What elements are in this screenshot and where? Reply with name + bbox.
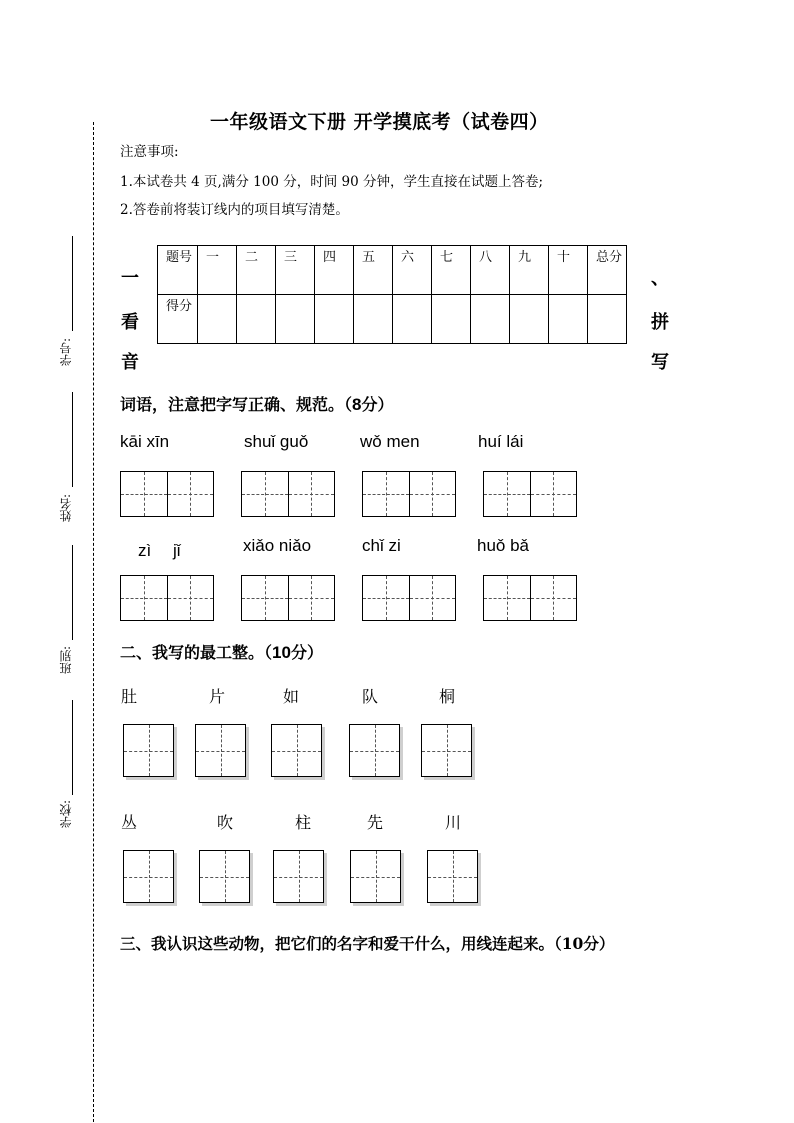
writing-box[interactable] (195, 724, 246, 777)
section1-points: 8 (352, 395, 362, 414)
header-cell: 九 (510, 246, 549, 295)
score-label-cell: 得分 (158, 295, 198, 344)
score-cell[interactable] (471, 295, 510, 344)
header-cell: 二 (237, 246, 276, 295)
pinyin-item: chǐ zi (362, 536, 401, 555)
score-cell[interactable] (510, 295, 549, 344)
writing-box[interactable] (350, 850, 401, 903)
header-cell: 八 (471, 246, 510, 295)
student-id-label: 学号: (59, 338, 73, 367)
header-cell: 一 (198, 246, 237, 295)
writing-box-pair[interactable] (120, 575, 214, 621)
section1-title (120, 392, 394, 415)
score-cell[interactable] (432, 295, 471, 344)
writing-box[interactable] (199, 850, 250, 903)
score-cell[interactable] (198, 295, 237, 344)
page-title: 一年级语文下册 开学摸底考（试卷四） (210, 111, 549, 133)
practice-char: 吹 (217, 813, 234, 832)
section1-points-suffix: 分） (361, 395, 394, 414)
practice-char: 先 (367, 813, 384, 832)
header-cell: 四 (315, 246, 354, 295)
school-label: 学校: (59, 800, 73, 829)
class-label: 班别: (59, 646, 73, 675)
section3-title: 三、我认识这些动物，把它们的名字和爱干什么，用线连起来。（10分） (120, 934, 615, 953)
writing-box-pair[interactable] (120, 471, 214, 517)
pinyin-item: wǒ men (360, 432, 420, 451)
section2-title-text: 二、我写的最工整。（ (120, 643, 273, 662)
practice-char: 片 (209, 687, 226, 706)
pinyin-item: shuǐ guǒ (244, 432, 309, 451)
section1-char-4: 、 (651, 268, 669, 289)
header-cell: 十 (549, 246, 588, 295)
notes-heading: 注意事项: (120, 144, 179, 160)
writing-box[interactable] (123, 850, 174, 903)
section1-char-3: 音 (121, 352, 139, 373)
writing-box-pair[interactable] (241, 575, 335, 621)
score-table-score-row (158, 295, 627, 344)
score-cell[interactable] (393, 295, 432, 344)
practice-char: 肚 (121, 687, 138, 706)
writing-box-pair[interactable] (362, 471, 456, 517)
name-blank-line (72, 392, 73, 487)
writing-box[interactable] (427, 850, 478, 903)
score-cell[interactable] (549, 295, 588, 344)
notes-line-2: 2.答卷前将装订线内的项目填写清楚。 (120, 202, 349, 218)
score-cell[interactable] (315, 295, 354, 344)
score-table-header-row (158, 246, 627, 295)
writing-box[interactable] (273, 850, 324, 903)
pinyin-item: xiǎo niǎo (243, 536, 312, 555)
pinyin-item: zì jǐ (138, 541, 181, 560)
writing-box-pair[interactable] (362, 575, 456, 621)
practice-char: 川 (445, 813, 462, 832)
section2-points: 10 (272, 643, 291, 662)
writing-box[interactable] (123, 724, 174, 777)
school-blank-line (72, 700, 73, 795)
score-cell[interactable] (276, 295, 315, 344)
pinyin-item: kāi xīn (120, 432, 170, 451)
practice-char: 丛 (121, 813, 138, 832)
score-cell[interactable] (237, 295, 276, 344)
score-cell-total[interactable] (588, 295, 627, 344)
header-cell: 七 (432, 246, 471, 295)
practice-char: 桐 (439, 687, 456, 706)
writing-box[interactable] (421, 724, 472, 777)
name-label: 姓名: (59, 494, 73, 523)
section2-title (120, 640, 323, 663)
header-cell: 三 (276, 246, 315, 295)
binding-cut-line (93, 122, 94, 1122)
header-cell: 五 (354, 246, 393, 295)
section1-title-text: 词语，注意把字写正确、规范。（ (120, 395, 353, 414)
practice-char: 如 (283, 687, 300, 706)
writing-box-pair[interactable] (483, 471, 577, 517)
practice-char: 队 (362, 687, 379, 706)
header-cell-total: 总分 (588, 246, 627, 295)
section1-char-2: 看 (121, 312, 139, 333)
score-cell[interactable] (354, 295, 393, 344)
section1-char-6: 写 (651, 352, 669, 373)
student-id-blank-line (72, 236, 73, 331)
class-blank-line (72, 545, 73, 640)
section1-char-1: 一 (121, 268, 139, 289)
notes-line-1: 1.本试卷共 4 页,满分 100 分，时间 90 分钟，学生直接在试题上答卷; (120, 174, 544, 190)
writing-box-pair[interactable] (483, 575, 577, 621)
writing-box[interactable] (349, 724, 400, 777)
pinyin-item: huǒ bǎ (477, 536, 529, 555)
header-cell: 六 (393, 246, 432, 295)
section1-char-5: 拼 (651, 312, 669, 333)
score-table (157, 245, 627, 344)
section2-points-suffix: 分） (290, 643, 323, 662)
writing-box-pair[interactable] (241, 471, 335, 517)
writing-box[interactable] (271, 724, 322, 777)
pinyin-item: huí lái (478, 432, 524, 451)
header-label-cell: 题号 (158, 246, 198, 295)
practice-char: 柱 (295, 813, 312, 832)
